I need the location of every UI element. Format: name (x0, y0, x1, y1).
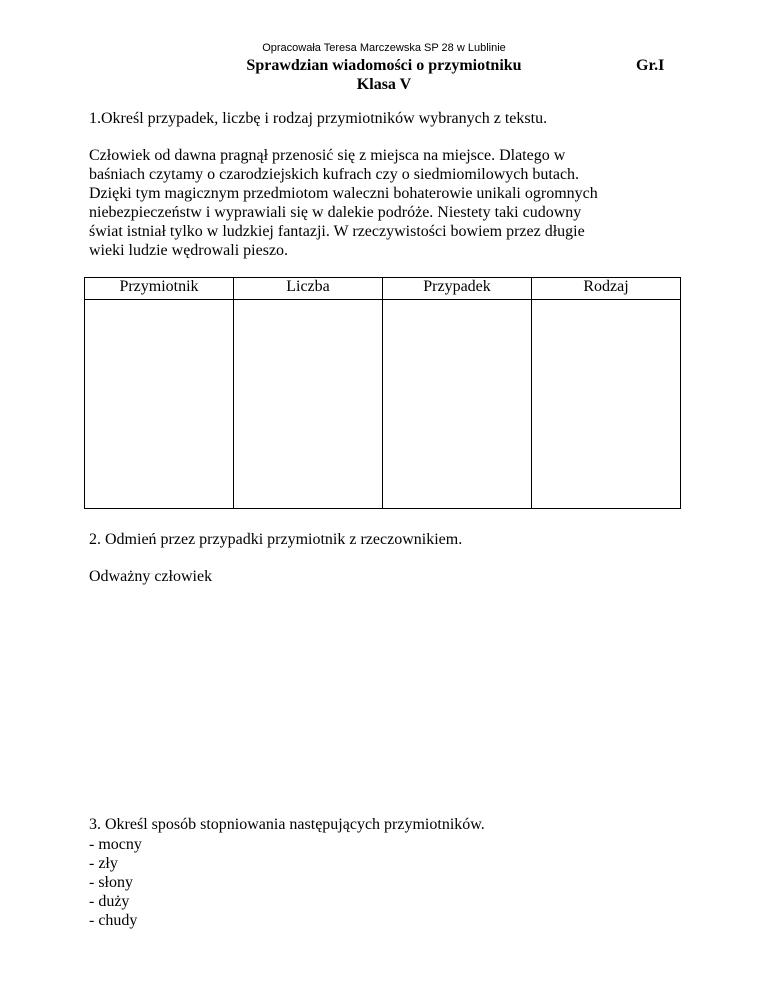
passage-line: baśniach czytamy o czarodziejskich kufrach czy o siedmiomilowych butach. (89, 166, 580, 183)
class-label: Klasa V (356, 76, 412, 93)
task-3-instruction: 3. Określ sposób stopniowania następujących przymiotników. (89, 816, 485, 833)
test-title: Sprawdzian wiadomości o przymiotniku (246, 57, 522, 74)
column-header-liczba: Liczba (234, 278, 383, 300)
answer-cell[interactable] (383, 300, 532, 509)
author-note: Opracowała Teresa Marczewska SP 28 w Lublinie (262, 42, 506, 54)
passage-line: niebezpieczeństw i wyprawiali się w dalekie podróże. Niestety taki cudowny (89, 204, 582, 221)
list-item: - mocny (89, 836, 142, 853)
list-item: - chudy (89, 912, 138, 929)
declension-phrase: Odważny człowiek (89, 568, 213, 585)
passage-line: Dzięki tym magicznym przedmiotom waleczni bohaterowie unikali ogromnych (89, 185, 598, 202)
task-2-instruction: 2. Odmień przez przypadki przymiotnik z rzeczownikiem. (89, 531, 463, 548)
group-label: Gr.I (636, 57, 665, 74)
list-item: - zły (89, 855, 118, 872)
column-header-przypadek: Przypadek (383, 278, 532, 300)
list-item: - duży (89, 893, 130, 910)
answer-table (84, 277, 681, 509)
reading-passage (89, 146, 689, 260)
passage-line: wieki ludzie wędrowali pieszo. (89, 242, 289, 259)
answer-cell[interactable] (234, 300, 383, 509)
column-header-rodzaj: Rodzaj (532, 278, 681, 300)
column-header-przymiotnik: Przymiotnik (85, 278, 234, 300)
answer-cell[interactable] (532, 300, 681, 509)
adjective-list (89, 835, 142, 930)
answer-cell[interactable] (85, 300, 234, 509)
list-item: - słony (89, 874, 133, 891)
task-1-instruction: 1.Określ przypadek, liczbę i rodzaj przymiotników wybranych z tekstu. (89, 110, 548, 127)
passage-line: Człowiek od dawna pragnął przenosić się z miejsca na miejsce. Dlatego w (89, 147, 566, 164)
passage-line: świat istniał tylko w ludzkiej fantazji. W rzeczywistości bowiem przez długie (89, 223, 585, 240)
